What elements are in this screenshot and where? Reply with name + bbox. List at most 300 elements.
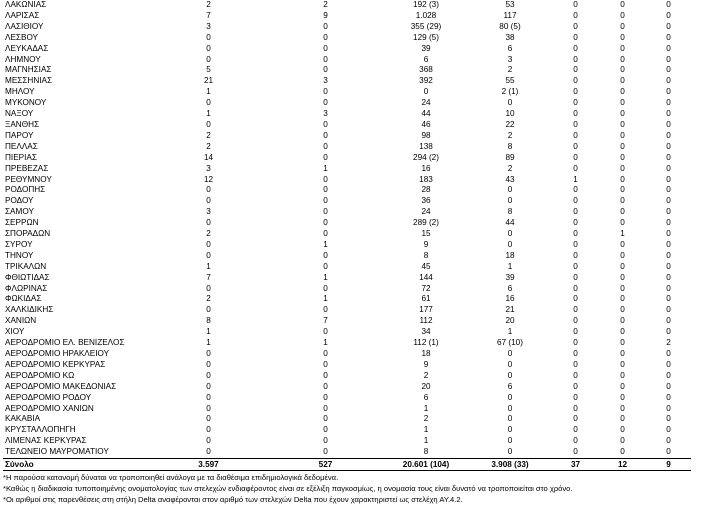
value-cell: 117 [503,10,517,20]
value-cell: 0 [323,32,328,42]
value-cell: 0 [323,250,328,260]
value-cell: 9 [646,459,691,471]
value-cell: 0 [666,152,671,162]
value-cell: 2 [206,0,211,9]
value-cell: 24 [421,207,431,217]
value-cell: 0 [573,76,578,86]
region-name-cell: ΛΑΚΩΝΙΑΣ [5,0,47,9]
value-cell: 1 [206,109,211,119]
value-cell: 0 [573,207,578,217]
value-cell: 192 (3) [413,0,439,9]
value-cell: 1 [323,239,328,249]
value-cell: 0 [666,261,671,271]
value-cell: 0 [323,229,328,239]
table-row [3,229,691,240]
value-cell: 1 [323,294,328,304]
value-cell: 38 [505,32,515,42]
value-cell: 21 [505,305,515,315]
table-row [3,262,691,273]
value-cell: 0 [206,403,211,413]
value-cell: 0 [620,261,625,271]
value-cell: 9 [423,359,429,369]
value-cell: 9 [423,239,429,249]
region-name-cell: ΠΡΕΒΕΖΑΣ [5,163,49,173]
value-cell: 0 [666,54,671,64]
value-cell: 2 [206,141,211,151]
value-cell: 0 [206,54,211,64]
value-cell: 0 [206,32,211,42]
value-cell: 0 [323,425,328,435]
value-cell: 0 [323,207,328,217]
region-name-cell: ΚΡΥΣΤΑΛΛΟΠΗΓΗ [5,425,76,435]
value-cell: 0 [573,261,578,271]
table-row [3,338,691,349]
table-row [3,414,691,425]
value-cell: 0 [573,250,578,260]
table-row [3,98,691,109]
value-cell: 6 [423,54,429,64]
value-cell: 2 [206,229,211,239]
value-cell: 1 [323,163,328,173]
region-name-cell: ΦΩΚΙΔΑΣ [5,294,42,304]
value-cell: 2 [507,163,513,173]
table-row [3,294,691,305]
value-cell: 0 [323,436,328,446]
value-cell: 0 [507,403,513,413]
value-cell: 72 [421,283,431,293]
value-cell: 0 [206,425,211,435]
value-cell: 0 [620,316,625,326]
value-cell: 0 [206,185,211,195]
value-cell: 0 [573,152,578,162]
value-cell: 67 (10) [497,338,523,348]
value-cell: 0 [573,359,578,369]
value-cell: 0 [206,305,211,315]
region-name-cell: ΜΕΣΣΗΝΙΑΣ [5,76,53,86]
value-cell: 0 [666,316,671,326]
region-name-cell: ΛΑΡΙΣΑΣ [5,10,40,20]
table-row [3,175,691,186]
table-row [3,349,691,360]
table-row [3,131,691,142]
value-cell: 0 [507,392,513,402]
value-cell: 0 [666,141,671,151]
value-cell: 0 [323,87,328,97]
value-cell: 0 [573,119,578,129]
value-cell: 2 [423,370,429,380]
value-cell: 3 [206,163,211,173]
region-name-cell: ΦΛΩΡΙΝΑΣ [5,283,48,293]
region-name-cell: ΡΟΔΟΠΗΣ [5,185,46,195]
value-cell: 3.597 [150,459,267,471]
value-cell: 1.028 [415,10,437,20]
value-cell: 0 [573,0,578,9]
value-cell: 0 [323,447,328,457]
value-cell: 0 [666,414,671,424]
value-cell: 2 [206,130,211,140]
table-row [3,360,691,371]
region-name-cell: ΛΙΜΕΝΑΣ ΚΕΡΚΥΡΑΣ [5,436,87,446]
value-cell: 0 [323,403,328,413]
value-cell: 0 [573,370,578,380]
value-cell: 12 [203,174,214,184]
value-cell: 0 [620,109,625,119]
value-cell: 20 [505,316,515,326]
region-name-cell: ΛΑΣΙΘΙΟΥ [5,21,44,31]
value-cell: 55 [505,76,515,86]
table-row [3,153,691,164]
value-cell: 0 [323,130,328,140]
footnote: *Η παρούσα κατανομή δύναται να τροποποιηθεί ανάλογα με τα διαθέσιμα επιδημιολογικά δεδομένα. [3,473,339,482]
value-cell: 0 [666,447,671,457]
value-cell: 0 [507,229,513,239]
region-name-cell: ΚΑΚΑΒΙΑ [5,414,41,424]
value-cell: 0 [573,349,578,358]
value-cell: 0 [573,316,578,326]
value-cell: 0 [206,447,211,457]
value-cell: 46 [421,119,431,129]
value-cell: 7 [206,272,211,282]
value-cell: 2 [507,65,513,75]
value-cell: 0 [573,10,578,20]
value-cell: 0 [620,65,625,75]
region-name-cell: ΑΕΡΟΔΡΟΜΙΟ ΕΛ. ΒΕΝΙΖΕΛΟΣ [5,338,125,348]
value-cell: 0 [666,305,671,315]
value-cell: 0 [206,349,211,358]
variants-table-container [3,0,691,471]
value-cell: 0 [507,196,513,206]
region-name-cell: ΜΑΓΝΗΣΙΑΣ [5,65,52,75]
value-cell: 0 [666,283,671,293]
value-cell: 0 [620,239,625,249]
table-row [3,44,691,55]
value-cell: 0 [323,261,328,271]
value-cell: 0 [666,196,671,206]
value-cell: 34 [421,327,431,337]
value-cell: 0 [666,392,671,402]
value-cell: 0 [323,327,328,337]
value-cell: 2 [423,414,429,424]
value-cell: 3 [206,207,211,217]
value-cell: 0 [620,32,625,42]
region-name-cell: ΑΕΡΟΔΡΟΜΙΟ ΡΟΔΟΥ [5,392,92,402]
value-cell: 0 [666,43,671,53]
value-cell: 0 [666,436,671,446]
value-cell: 0 [573,327,578,337]
value-cell: 527 [267,459,384,471]
table-row [3,371,691,382]
value-cell: 0 [620,338,625,348]
value-cell: 36 [421,196,431,206]
value-cell: 2 [206,294,211,304]
table-row [3,0,691,11]
value-cell: 355 (29) [410,21,442,31]
value-cell: 8 [507,141,513,151]
value-cell: 177 [419,305,433,315]
value-cell: 0 [573,98,578,108]
value-cell: 0 [666,119,671,129]
region-name-cell: ΛΗΜΝΟΥ [5,54,41,64]
value-cell: 28 [421,185,431,195]
value-cell: 61 [421,294,431,304]
value-cell: 0 [620,305,625,315]
value-cell: 0 [620,359,625,369]
value-cell: 1 [573,174,578,184]
value-cell: 0 [666,359,671,369]
value-cell: 0 [620,130,625,140]
value-cell: 0 [573,43,578,53]
table-row [3,436,691,447]
value-cell: 3 [206,21,211,31]
value-cell: 0 [620,174,625,184]
region-name-cell: ΞΑΝΘΗΣ [5,119,40,129]
region-name-cell: ΛΕΥΚΑΔΑΣ [5,43,49,53]
value-cell: 0 [206,239,211,249]
value-cell: 0 [573,294,578,304]
value-cell: 0 [507,359,513,369]
value-cell: 0 [666,65,671,75]
value-cell: 0 [620,119,625,129]
region-name-cell: ΑΕΡΟΔΡΟΜΙΟ ΜΑΚΕΔΟΝΙΑΣ [5,381,117,391]
value-cell: 0 [323,43,328,53]
value-cell: 1 [423,403,429,413]
value-cell: 2 [666,338,671,348]
value-cell: 0 [573,381,578,391]
value-cell: 0 [573,305,578,315]
value-cell: 0 [323,65,328,75]
value-cell: 1 [507,261,513,271]
table-row [3,22,691,33]
value-cell: 43 [505,174,515,184]
value-cell: 0 [620,272,625,282]
value-cell: 0 [573,425,578,435]
value-cell: 183 [419,174,433,184]
value-cell: 8 [423,447,429,457]
value-cell: 0 [573,21,578,31]
table-row [3,11,691,22]
region-name-cell: ΑΕΡΟΔΡΟΜΙΟ ΚΩ [5,370,75,380]
value-cell: 0 [323,196,328,206]
table-row [3,185,691,196]
value-cell: 0 [620,381,625,391]
region-name-cell: ΠΑΡΟΥ [5,130,34,140]
value-cell: 6 [423,392,429,402]
value-cell: 1 [423,425,429,435]
value-cell: 21 [203,76,214,86]
value-cell: 44 [421,109,431,119]
value-cell: 0 [620,327,625,337]
value-cell: 0 [323,185,328,195]
value-cell: 0 [573,414,578,424]
value-cell: 1 [323,338,328,348]
value-cell: 2 (1) [501,87,519,97]
value-cell: 1 [206,87,211,97]
table-row [3,109,691,120]
table-row [3,33,691,44]
value-cell: 0 [666,207,671,217]
value-cell: 0 [573,403,578,413]
value-cell: 16 [505,294,515,304]
table-row [3,196,691,207]
value-cell: 39 [505,272,515,282]
value-cell: 0 [573,185,578,195]
region-name-cell: ΣΕΡΡΩΝ [5,218,39,228]
value-cell: 0 [620,87,625,97]
region-name-cell: ΧΑΝΙΩΝ [5,316,37,326]
table-row [3,207,691,218]
value-cell: 9 [323,10,328,20]
region-name-cell: ΦΘΙΩΤΙΔΑΣ [5,272,50,282]
value-cell: 0 [507,436,513,446]
value-cell: 0 [507,185,513,195]
value-cell: 0 [620,152,625,162]
value-cell: 0 [573,87,578,97]
table-row [3,76,691,87]
value-cell: 2 [323,0,328,9]
value-cell: 0 [323,141,328,151]
value-cell: 8 [206,316,211,326]
value-cell: 112 [419,316,433,326]
value-cell: 0 [666,32,671,42]
value-cell: 0 [323,349,328,358]
value-cell: 16 [421,163,431,173]
value-cell: 0 [573,196,578,206]
value-cell: 1 [206,261,211,271]
value-cell: 6 [507,43,513,53]
value-cell: 0 [666,294,671,304]
value-cell: 0 [620,0,625,9]
value-cell: 89 [505,152,515,162]
value-cell: 0 [666,130,671,140]
value-cell: 0 [666,370,671,380]
value-cell: 0 [573,130,578,140]
value-cell: 0 [206,43,211,53]
value-cell: 0 [620,54,625,64]
value-cell: 0 [323,54,328,64]
value-cell: 15 [421,229,431,239]
value-cell: 0 [206,283,211,293]
table-row [3,251,691,262]
value-cell: 0 [620,207,625,217]
table-row [3,218,691,229]
value-cell: 0 [620,43,625,53]
value-cell: 0 [620,76,625,86]
value-cell: 0 [666,381,671,391]
region-name-cell: ΑΕΡΟΔΡΟΜΙΟ ΚΕΡΚΥΡΑΣ [5,359,106,369]
value-cell: 0 [666,250,671,260]
value-cell: 1 [620,229,625,239]
table-row [3,425,691,436]
value-cell: 0 [666,239,671,249]
value-cell: 0 [620,10,625,20]
value-cell: 0 [507,447,513,457]
value-cell: 1 [323,272,328,282]
value-cell: 0 [206,196,211,206]
value-cell: 1 [206,327,211,337]
table-body [3,0,691,471]
value-cell: 1 [507,327,513,337]
value-cell: 0 [573,109,578,119]
value-cell: 0 [323,174,328,184]
region-name-cell: ΣΠΟΡΑΔΩΝ [5,229,51,239]
value-cell: 0 [620,141,625,151]
value-cell: 0 [666,327,671,337]
footnote: *Καθώς η διαδικασία τυποποιημένης ονοματολογίας των στελεχών ενδιαφέροντος είναι σε εξέλιξη παγκοσμίως, η ονομασία τους είναι δυνατό να τροποποιείται στο χρόνο. [3,484,573,493]
value-cell: 0 [573,447,578,457]
value-cell: 18 [421,349,431,358]
value-cell: 0 [206,392,211,402]
value-cell: 129 (5) [413,32,439,42]
value-cell: 0 [620,185,625,195]
value-cell: 37 [552,459,599,471]
value-cell: 0 [206,381,211,391]
value-cell: 0 [573,239,578,249]
value-cell: 7 [206,10,211,20]
value-cell: 392 [419,76,433,86]
value-cell: 3 [507,54,513,64]
region-name-cell: ΣΑΜΟΥ [5,207,34,217]
value-cell: 0 [620,250,625,260]
value-cell: 98 [421,130,431,140]
region-name-cell: ΤΕΛΩΝΕΙΟ ΜΑΥΡΟΜΑΤΙΟΥ [5,447,109,457]
value-cell: 53 [505,0,515,9]
value-cell: 0 [573,54,578,64]
value-cell: 5 [206,65,211,75]
value-cell: 0 [620,392,625,402]
variants-by-region-table [3,0,691,471]
value-cell: 0 [620,218,625,228]
value-cell: 0 [666,76,671,86]
value-cell: 0 [620,403,625,413]
region-name-cell: ΜΥΚΟΝΟΥ [5,98,47,108]
table-row [3,240,691,251]
region-name-cell: ΑΕΡΟΔΡΟΜΙΟ ΧΑΝΙΩΝ [5,403,94,413]
value-cell: 0 [666,218,671,228]
value-cell: 0 [206,250,211,260]
region-name-cell: ΛΕΣΒΟΥ [5,32,39,42]
value-cell: 0 [323,359,328,369]
value-cell: 0 [620,447,625,457]
value-cell: 138 [419,141,433,151]
region-name-cell: ΜΗΛΟΥ [5,87,35,97]
value-cell: 144 [419,272,433,282]
value-cell: 0 [423,87,429,97]
table-row [3,316,691,327]
region-name-cell: Σύνολο [3,459,150,471]
value-cell: 1 [423,436,429,446]
value-cell: 0 [507,370,513,380]
table-row [3,447,691,458]
value-cell: 0 [666,163,671,173]
value-cell: 0 [620,163,625,173]
value-cell: 0 [323,392,328,402]
value-cell: 7 [323,316,328,326]
value-cell: 112 (1) [413,338,439,348]
table-row [3,305,691,316]
value-cell: 0 [620,196,625,206]
table-row [3,382,691,393]
value-cell: 0 [666,229,671,239]
value-cell: 3 [323,109,328,119]
value-cell: 0 [323,152,328,162]
value-cell: 8 [423,250,429,260]
value-cell: 44 [505,218,515,228]
value-cell: 0 [573,32,578,42]
value-cell: 0 [666,98,671,108]
value-cell: 3.908 (33) [468,459,552,471]
value-cell: 294 (2) [413,152,439,162]
value-cell: 0 [507,425,513,435]
